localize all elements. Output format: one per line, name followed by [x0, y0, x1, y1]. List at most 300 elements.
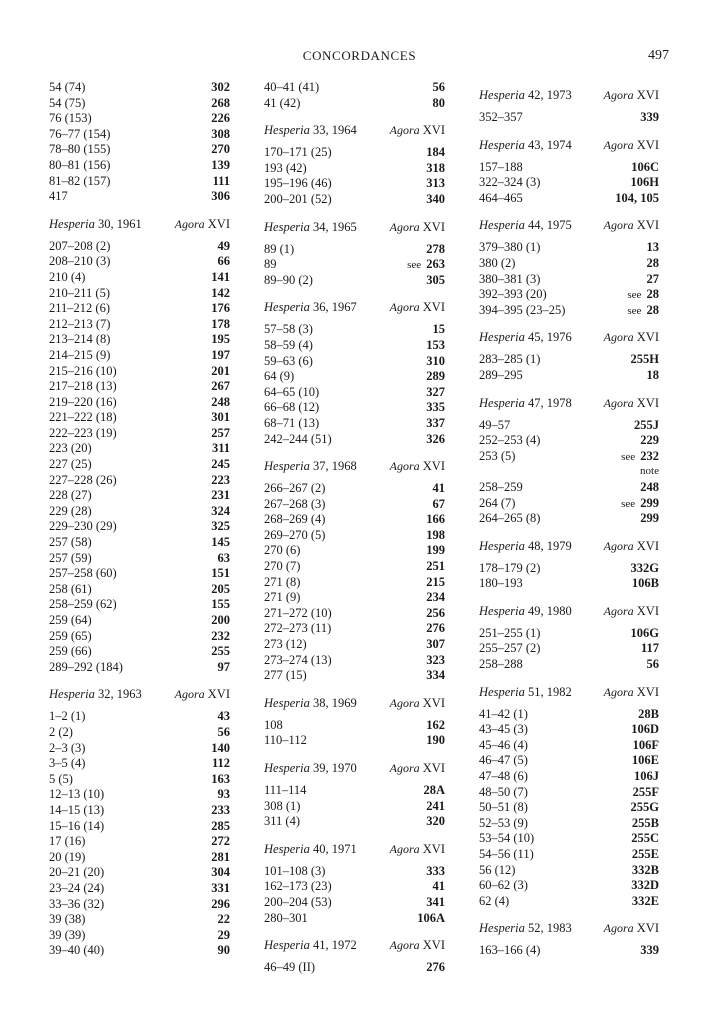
concordance-block: [264, 123, 445, 207]
journal-name: Hesperia: [49, 216, 95, 231]
hesperia-reference: 58–59 (4): [264, 337, 313, 352]
section-heading: [479, 539, 659, 554]
hesperia-reference: 49–57: [479, 417, 511, 432]
hesperia-reference: 64 (9): [264, 369, 295, 384]
agora-catalogue-number: [631, 878, 659, 894]
concordance-row: [49, 725, 230, 741]
agora-catalogue-number: [211, 834, 230, 850]
agora-catalogue-number: [426, 606, 445, 622]
hesperia-reference: 208–210 (3): [49, 254, 111, 269]
agora-catalogue-number: [632, 894, 659, 910]
hesperia-reference: 267–268 (3): [264, 496, 326, 511]
hesperia-reference: 59–63 (6): [264, 353, 313, 368]
concordance-row: [49, 504, 230, 520]
concordance-row: [49, 897, 230, 913]
agora-volume: XVI: [422, 123, 445, 138]
catalogue-number-value: 151: [211, 566, 230, 581]
hesperia-reference: 180–193: [479, 576, 523, 591]
section-heading: [479, 330, 659, 345]
concordance-row: [49, 158, 230, 174]
concordance-row: [49, 881, 230, 897]
hesperia-reference: 215–216 (10): [49, 363, 117, 378]
hesperia-reference: 89–90 (2): [264, 272, 313, 287]
agora-catalogue-number: [647, 657, 660, 673]
concordance-row: [479, 722, 659, 738]
concordance-row: [264, 799, 445, 815]
hesperia-reference: 259 (66): [49, 644, 92, 659]
heading-agora-ref: [604, 396, 659, 411]
journal-volume: 30, 1961: [97, 216, 142, 231]
hesperia-reference: 352–357: [479, 110, 523, 124]
catalogue-number-value: 334: [426, 668, 445, 683]
concordance-row: [264, 606, 445, 622]
agora-catalogue-number: [426, 559, 445, 575]
concordance-row: [49, 142, 230, 158]
journal-volume: 39, 1970: [312, 761, 357, 775]
see-label: see: [407, 259, 422, 272]
concordance-row: [49, 566, 230, 582]
concordance-row: [49, 254, 230, 270]
hesperia-reference: 227–228 (26): [49, 472, 117, 487]
catalogue-number-value: 255C: [631, 831, 659, 846]
agora-catalogue-number: [647, 272, 660, 288]
agora-catalogue-number: [632, 847, 659, 863]
journal-name: Hesperia: [479, 88, 525, 102]
catalogue-number-value: 142: [211, 285, 230, 300]
concordance-row: [479, 480, 659, 496]
catalogue-number-value: 56: [646, 657, 659, 672]
concordance-row: [49, 787, 230, 803]
catalogue-number-value: 324: [211, 503, 230, 518]
catalogue-number-value: 272: [211, 834, 230, 849]
concordance-row: [49, 912, 230, 928]
agora-catalogue-number: [633, 785, 659, 801]
section-heading: [49, 217, 230, 232]
agora-catalogue-number: [627, 287, 659, 304]
hesperia-reference: 259 (65): [49, 628, 92, 643]
hesperia-reference: 277 (15): [264, 668, 307, 683]
concordance-row: [264, 559, 445, 575]
concordance-block: [479, 88, 659, 126]
heading-agora-ref: [390, 300, 445, 315]
concordance-row: [264, 432, 445, 448]
concordance-row: [264, 192, 445, 208]
agora-catalogue-number: [211, 644, 230, 660]
concordance-row: [49, 519, 230, 535]
catalogue-number-value: 190: [426, 733, 445, 748]
concordance-row: [264, 338, 445, 354]
section-heading: [479, 138, 659, 153]
agora-catalogue-number: [433, 481, 446, 497]
hesperia-reference: 289–295: [479, 367, 523, 382]
catalogue-number-value: 229: [640, 433, 659, 448]
agora-catalogue-number: [621, 449, 659, 466]
agora-catalogue-number: [211, 286, 230, 302]
catalogue-number-value: 106H: [630, 175, 659, 190]
agora-catalogue-number: [426, 176, 445, 192]
agora-catalogue-number: [433, 497, 446, 513]
concordance-row: [479, 496, 659, 512]
concordance-row: [264, 354, 445, 370]
heading-agora-ref: [604, 330, 659, 345]
concordance-row: [479, 738, 659, 754]
catalogue-number-value: 257: [211, 425, 230, 440]
agora-catalogue-number: [433, 322, 446, 338]
agora-catalogue-number: [615, 191, 659, 207]
hesperia-reference: 39–40 (40): [49, 943, 105, 958]
catalogue-number-value: 117: [640, 641, 659, 656]
catalogue-number-value: 226: [211, 111, 230, 126]
agora-catalogue-number: [640, 464, 659, 480]
catalogue-number-value: 223: [211, 472, 230, 487]
hesperia-reference: 1–2 (1): [49, 709, 86, 724]
catalogue-number-value: 263: [426, 257, 445, 272]
catalogue-number-value: 341: [426, 894, 445, 909]
agora-catalogue-number: [426, 192, 445, 208]
concordance-row: [264, 416, 445, 432]
hesperia-reference: 268–269 (4): [264, 512, 326, 527]
concordance-row: [479, 831, 659, 847]
hesperia-reference: 157–188: [479, 159, 523, 174]
hesperia-reference: 211–212 (6): [49, 301, 110, 316]
catalogue-number-value: 255E: [631, 847, 659, 861]
agora-catalogue-number: [426, 528, 445, 544]
agora-catalogue-number: [631, 561, 659, 577]
hesperia-reference: 464–465: [479, 190, 523, 205]
agora-catalogue-number: [426, 416, 445, 432]
journal-volume: 42, 1973: [527, 88, 572, 102]
concordance-row: [49, 488, 230, 504]
heading-journal-ref: [264, 459, 357, 474]
hesperia-reference: 14–15 (13): [49, 802, 105, 817]
heading-journal-ref: [264, 123, 357, 138]
agora-catalogue-number: [211, 317, 230, 333]
catalogue-number-value: 331: [211, 880, 230, 895]
agora-catalogue-number: [211, 613, 230, 629]
catalogue-number-value: 106G: [630, 625, 659, 640]
hesperia-reference: 43–45 (3): [479, 722, 528, 737]
journal-name: Hesperia: [479, 218, 525, 233]
concordance-block: [479, 539, 659, 592]
journal-volume: 48, 1979: [527, 538, 572, 553]
hesperia-reference: 195–196 (46): [264, 176, 332, 191]
catalogue-number-value: 332B: [631, 862, 659, 877]
hesperia-reference: 394–395 (23–25): [479, 302, 566, 317]
agora-volume: XVI: [636, 137, 659, 152]
hesperia-reference: 253 (5): [479, 448, 516, 463]
agora-catalogue-number: [433, 879, 446, 895]
concordance-row: [479, 707, 659, 723]
agora-name: Agora: [389, 841, 420, 856]
concordance-row: [264, 543, 445, 559]
concordance-row: [49, 756, 230, 772]
catalogue-number-value: 197: [211, 347, 230, 362]
catalogue-number-value: 332G: [630, 560, 659, 575]
agora-catalogue-number: [218, 709, 231, 725]
hesperia-reference: 15–16 (14): [49, 818, 105, 833]
agora-catalogue-number: [426, 400, 445, 416]
concordance-row: [49, 426, 230, 442]
concordance-row: [49, 834, 230, 850]
catalogue-number-value: 49: [217, 238, 230, 253]
concordance-row: [479, 894, 659, 910]
catalogue-number-value: 302: [211, 80, 230, 94]
catalogue-number-value: 27: [646, 271, 659, 286]
hesperia-reference: 20–21 (20): [49, 865, 105, 880]
catalogue-number-value: 232: [640, 448, 659, 463]
heading-agora-ref: [604, 88, 659, 103]
hesperia-reference: 257–258 (60): [49, 566, 117, 581]
concordance-row: [264, 590, 445, 606]
hesperia-reference: 101–108 (3): [264, 863, 326, 878]
catalogue-number-value: 318: [426, 160, 445, 175]
heading-journal-ref: [479, 604, 572, 619]
catalogue-number-value: 248: [211, 394, 230, 409]
agora-catalogue-number: [407, 257, 445, 274]
heading-agora-ref: [390, 123, 445, 138]
catalogue-number-value: 28: [646, 302, 659, 317]
agora-catalogue-number: [423, 783, 445, 799]
catalogue-number-value: 43: [217, 709, 230, 724]
concordance-row: [264, 481, 445, 497]
hesperia-reference: 273 (12): [264, 637, 307, 652]
agora-volume: XVI: [636, 395, 659, 410]
agora-catalogue-number: [634, 418, 659, 434]
agora-catalogue-number: [211, 348, 230, 364]
concordance-row: [49, 803, 230, 819]
hesperia-reference: 46–47 (5): [479, 753, 528, 768]
hesperia-reference: 200–204 (53): [264, 894, 332, 909]
journal-volume: 33, 1964: [312, 123, 357, 138]
heading-journal-ref: [479, 921, 572, 936]
agora-catalogue-number: [632, 576, 659, 592]
concordance-row: [479, 657, 659, 673]
catalogue-number-value: 267: [211, 379, 230, 394]
concordance-row: [264, 733, 445, 749]
agora-catalogue-number: [211, 582, 230, 598]
concordance-row: [479, 626, 659, 642]
agora-catalogue-number: [640, 943, 659, 959]
hesperia-reference: 111–114: [264, 783, 307, 797]
concordance-row: [264, 369, 445, 385]
catalogue-number-value: 306: [211, 189, 230, 204]
concordance-row: [49, 301, 230, 317]
catalogue-number-value: 41: [432, 879, 445, 894]
hesperia-reference: 76 (153): [49, 111, 92, 126]
catalogue-number-value: 28B: [638, 706, 659, 721]
agora-catalogue-number: [634, 769, 659, 785]
hesperia-reference: 2 (2): [49, 724, 73, 739]
agora-catalogue-number: [641, 641, 659, 657]
concordance-row: [264, 718, 445, 734]
agora-catalogue-number: [647, 256, 660, 272]
agora-catalogue-number: [631, 800, 659, 816]
catalogue-number-value: 255G: [630, 800, 659, 815]
hesperia-reference: 228 (27): [49, 488, 92, 503]
agora-catalogue-number: [211, 127, 230, 143]
heading-agora-ref: [390, 459, 445, 474]
agora-catalogue-number: [426, 653, 445, 669]
agora-catalogue-number: [211, 865, 230, 881]
hesperia-reference: 380 (2): [479, 255, 516, 270]
agora-catalogue-number: [211, 270, 230, 286]
agora-catalogue-number: [211, 566, 230, 582]
catalogue-number-value: 176: [211, 301, 230, 316]
hesperia-reference: 252–253 (4): [479, 433, 541, 448]
agora-volume: XVI: [422, 938, 445, 953]
hesperia-reference: 68–71 (13): [264, 415, 320, 430]
concordance-row: [49, 348, 230, 364]
agora-volume: XVI: [636, 218, 659, 233]
agora-volume: XVI: [422, 761, 445, 775]
concordance-row: [264, 96, 445, 112]
agora-catalogue-number: [426, 718, 445, 734]
agora-catalogue-number: [426, 575, 445, 591]
concordance-row: [264, 161, 445, 177]
catalogue-number-value: 325: [211, 519, 230, 534]
heading-agora-ref: [604, 921, 659, 936]
journal-name: Hesperia: [264, 123, 310, 138]
catalogue-number-value: 340: [426, 191, 445, 206]
concordance-row: [479, 433, 659, 449]
concordance-row: [49, 127, 230, 143]
hesperia-reference: 229 (28): [49, 503, 92, 518]
catalogue-number-value: 289: [426, 369, 445, 384]
hesperia-reference: 266–267 (2): [264, 481, 326, 496]
hesperia-reference: 193 (42): [264, 160, 307, 175]
hesperia-reference: 48–50 (7): [479, 784, 528, 799]
section-heading: [49, 687, 230, 702]
concordance-row: [479, 878, 659, 894]
agora-catalogue-number: [211, 410, 230, 426]
heading-journal-ref: [479, 685, 572, 700]
hesperia-reference: 219–220 (16): [49, 394, 117, 409]
heading-agora-ref: [390, 696, 445, 711]
concordance-row: [264, 637, 445, 653]
hesperia-reference: 66–68 (12): [264, 400, 320, 415]
hesperia-reference: 62 (4): [479, 893, 510, 908]
catalogue-number-value: 139: [211, 157, 230, 172]
catalogue-number-value: 241: [426, 798, 445, 813]
concordance-block: [264, 300, 445, 447]
agora-catalogue-number: [218, 787, 231, 803]
concordance-row: [479, 303, 659, 319]
catalogue-number-value: 299: [640, 511, 659, 526]
concordance-row: [264, 783, 445, 799]
agora-name: Agora: [603, 921, 634, 936]
hesperia-reference: 271 (9): [264, 590, 301, 605]
catalogue-number-value: 245: [211, 457, 230, 472]
agora-catalogue-number: [426, 864, 445, 880]
concordance-row: [49, 597, 230, 613]
agora-catalogue-number: [218, 928, 231, 944]
concordance-row: [479, 576, 659, 592]
journal-volume: 47, 1978: [527, 395, 572, 410]
concordance-row: [49, 457, 230, 473]
journal-name: Hesperia: [479, 921, 525, 936]
agora-catalogue-number: [426, 668, 445, 684]
agora-catalogue-number: [631, 175, 659, 191]
hesperia-reference: 273–274 (13): [264, 652, 332, 667]
concordance-row: [49, 189, 230, 205]
concordance-row: [479, 287, 659, 303]
agora-name: Agora: [389, 695, 420, 710]
hesperia-reference: 162–173 (23): [264, 879, 332, 894]
hesperia-reference: 214–215 (9): [49, 347, 111, 362]
section-heading: [479, 604, 659, 619]
agora-name: Agora: [603, 88, 634, 102]
journal-volume: 49, 1980: [527, 603, 572, 618]
hesperia-reference: 53–54 (10): [479, 831, 535, 846]
concordance-row: [479, 368, 659, 384]
catalogue-number-value: 163: [211, 771, 230, 786]
hesperia-reference: 258–288: [479, 657, 523, 672]
agora-volume: XVI: [422, 695, 445, 710]
catalogue-number-value: 232: [211, 628, 230, 643]
hesperia-reference: 258 (61): [49, 581, 92, 596]
concordance-row: [49, 943, 230, 959]
catalogue-number-value: 97: [217, 659, 230, 674]
hesperia-reference: 258–259 (62): [49, 597, 117, 612]
concordance-row: [479, 561, 659, 577]
catalogue-number-value: 248: [640, 479, 659, 494]
hesperia-reference: 178–179 (2): [479, 560, 541, 575]
journal-name: Hesperia: [264, 938, 310, 953]
page-number: 497: [648, 48, 669, 63]
concordance-block: [479, 921, 659, 959]
catalogue-number-value: 90: [217, 943, 230, 958]
agora-catalogue-number: [640, 511, 659, 527]
agora-catalogue-number: [426, 145, 445, 161]
catalogue-number-value: 80: [432, 95, 445, 110]
hesperia-reference: 210 (4): [49, 269, 86, 284]
hesperia-reference: 213–214 (8): [49, 332, 111, 347]
concordance-row: [49, 928, 230, 944]
concordance-row: [49, 551, 230, 567]
heading-agora-ref: [175, 687, 230, 702]
hesperia-reference: 76–77 (154): [49, 126, 111, 141]
hesperia-reference: 379–380 (1): [479, 240, 541, 255]
section-heading: [264, 842, 445, 857]
journal-name: Hesperia: [264, 695, 310, 710]
catalogue-number-value: 18: [646, 367, 659, 382]
section-heading: [264, 123, 445, 138]
catalogue-number-value: 270: [211, 142, 230, 157]
concordance-row: [479, 753, 659, 769]
agora-catalogue-number: [211, 142, 230, 158]
catalogue-number-value: 93: [217, 787, 230, 802]
catalogue-number-value: 28A: [423, 783, 445, 797]
agora-catalogue-number: [640, 110, 659, 126]
agora-catalogue-number: [211, 332, 230, 348]
catalogue-number-value: 305: [426, 272, 445, 287]
agora-catalogue-number: [631, 352, 659, 368]
concordance-block: [264, 938, 445, 976]
agora-catalogue-number: [632, 863, 659, 879]
concordance-row: [264, 911, 445, 927]
agora-catalogue-number: [218, 254, 231, 270]
see-label: see: [627, 304, 642, 317]
agora-catalogue-number: [426, 242, 445, 258]
catalogue-number-value: 106A: [417, 910, 445, 925]
catalogue-number-value: 311: [211, 441, 230, 456]
agora-catalogue-number: [211, 535, 230, 551]
catalogue-number-value: 155: [211, 597, 230, 612]
catalogue-number-value: 255: [211, 644, 230, 659]
agora-catalogue-number: [211, 96, 230, 112]
catalogue-number-value: 327: [426, 384, 445, 399]
catalogue-number-value: 111: [212, 173, 230, 188]
